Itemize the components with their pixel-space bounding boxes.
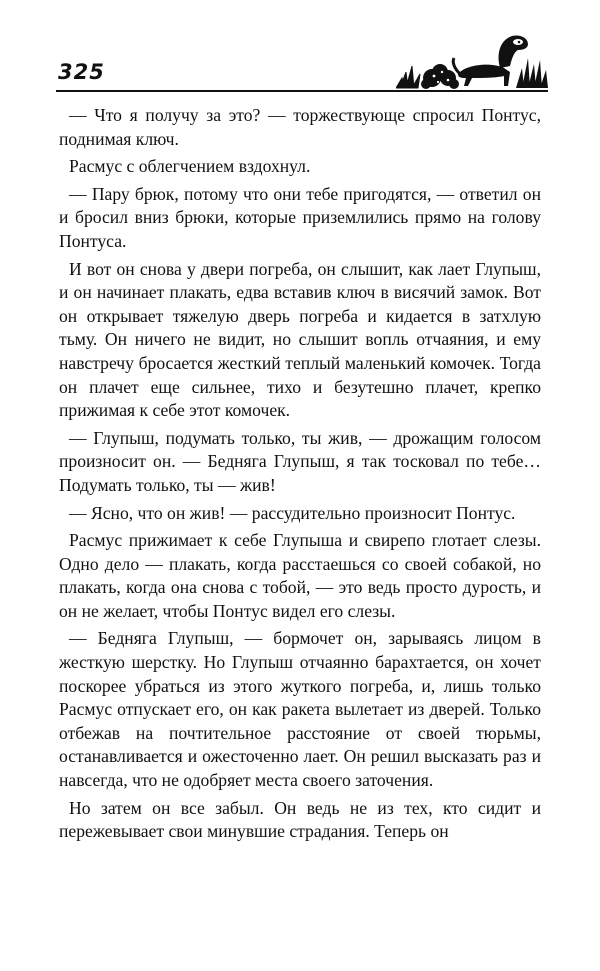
paragraph: — Бедняга Глупыш, — бормочет он, зарываясь лицом в жесткую шерстку. Но Глупыш отчаянно барахтается, он хочет поскорее убраться из этого жуткого погреба, и, лишь только Расмус отпускает его, он как ракета вылетает из дверей. Только отбежав на почтительное расстояние от своей тюрьмы, останавливается и ожесточенно лает. Он решил высказать раз и навсегда, что не одобряет места своего заточения. <box>59 628 541 791</box>
paragraph: Расмус с облегчением вздохнул. <box>69 156 311 177</box>
paragraph: — Пару брюк, потому что они тебе пригодятся, — ответил он и бросил вниз брюки, которые приземлились прямо на голову Понтуса. <box>59 183 541 251</box>
paragraph: И вот он снова у двери погреба, он слышит, как лает Глупыш, и он начинает плакать, едва вставив ключ в висячий замок. Вот он открывает тяжелую дверь погреба и кидается в затхлую тьму. Он ничего не видит, но слышит вопль отчаяния, и ему навстречу бросается жесткий теплый маленький комочек. Тогда он плачет еще сильнее, тихо и безутешно плачет, крепко прижимая к себе этот комочек. <box>59 258 541 421</box>
paragraph: Но затем он все забыл. Он ведь не из тех, кто сидит и пережевывает свои минувшие страдания. Теперь он <box>59 797 541 842</box>
page-number: 325 <box>58 60 105 84</box>
paragraph: — Что я получу за это? — торжествующе спросил Понтус, поднимая ключ. <box>59 105 541 149</box>
dog-illustration-icon <box>396 28 548 90</box>
page-header <box>56 28 548 92</box>
paragraph: Расмус прижимает к себе Глупыша и свирепо глотает слезы. Одно дело — плакать, когда расстаешься со своей собакой, но плакать, когда она снова с тобой, — это ведь просто дурость, и он не желает, чтобы Понтус видел его слезы. <box>59 530 541 621</box>
body-text <box>59 104 541 848</box>
paragraph: — Глупыш, подумать только, ты жив, — дрожащим голосом произносит он. — Бедняга Глупыш, я так тосковал по тебе… Подумать только, ты — жив! <box>59 427 541 495</box>
header-rule <box>56 90 548 92</box>
paragraph: — Ясно, что он жив! — рассудительно произносит Понтус. <box>69 502 516 523</box>
